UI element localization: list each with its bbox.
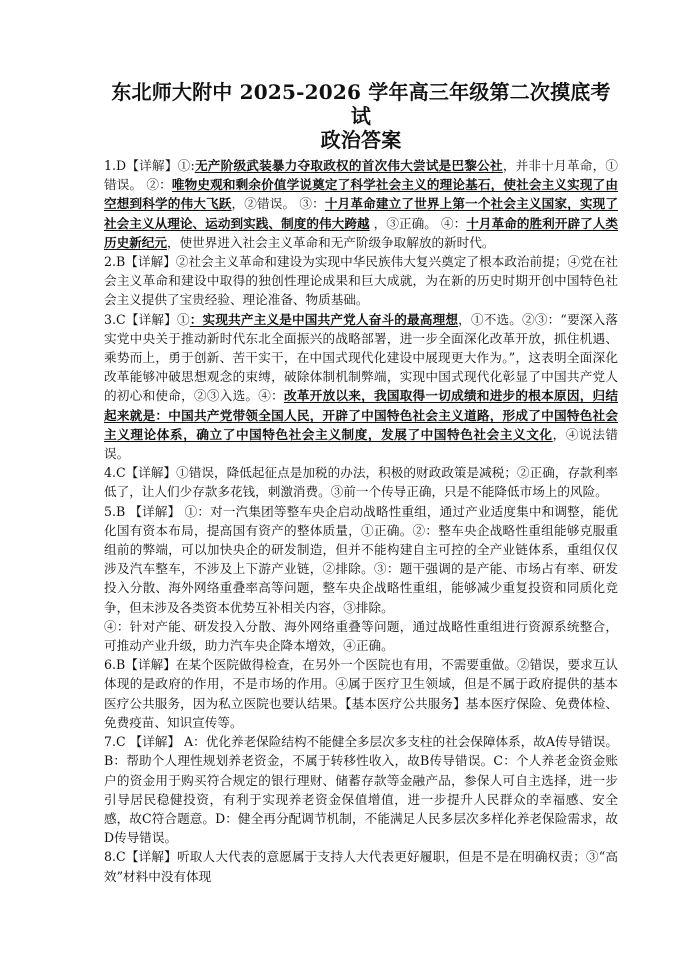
- answer-text: ，①不选。②③：“要深入落实党中央关于推动新时代东北全面振兴的战略部署，进一步全面深化改革开放，抓住机遇、乘势而上，勇于创新、苦干实干，在中国式现代化建设中展现更大作为。”，这表明全面深化改革能够冲破思想观念的束缚，破除体制机制弊端，实现中国式现代化彰显了中国共产党人的初心和使命，②③入选。④：: [104, 311, 618, 404]
- answer-text: ，④说法错误。: [104, 426, 619, 462]
- answer-list: [104, 156, 618, 886]
- answer-text: ④：针对产能、研发投入分散、海外网络重叠等问题，通过战略性重组进行资源系统整合，可推动产业升级，助力汽车央企降本增效，④正确。: [104, 618, 618, 654]
- answer-paragraph: [104, 156, 618, 252]
- answer-text: 1.D【详解】①:: [104, 158, 195, 173]
- answer-paragraph: [104, 463, 618, 501]
- answer-text: 6.B【详解】在某个医院做得检查，在另外一个医院也有用，不需要重做。②错误，要求互认体现的是政府的作用，不是市场的作用。④属于医疗卫生领域，但是不属于政府提供的基本医疗公共服务，因为私立医院也要认结果。【基本医疗公共服务】基本医疗保险、免费体检、免费疫苗、知识宣传等。: [104, 657, 618, 730]
- answer-text: 4.C【详解】①错误，降低起征点是加税的办法，积极的财政政策是减税；②正确，存款利率低了，让人们少存款多花钱，刺激消费。③前一个传导正确，只是不能降低市场上的风险。: [104, 465, 618, 500]
- answer-paragraph: [104, 732, 618, 847]
- answer-text: ，并非十月革命，①错误。 ②：: [104, 158, 619, 193]
- key-point-text: 十月革命建立了世界上第一个社会主义国家，实现了社会主义从理论、运动到实践、制度的伟大跨越: [104, 196, 619, 231]
- answer-paragraph: [104, 847, 618, 885]
- answer-text: 7.C 【详解】 A：优化养老保险结构不能健全多层次多支柱的社会保障体系，故A传导错误。B：帮助个人理性规划养老资金，不属于转移性收入，故B传导错误。C：个人养老金资金账户的资金用于购买符合规定的银行理财、储蓄存款等金融产品，参保人可自主选择，进一步引导居民稳健投资，有利于实现养老资金保值增值，进一步提升人民群众的幸福感、安全感，故C符合题意。D：健全再分配调节机制，不能满足人民多层次多样化养老保险需求，故D传导错误。: [104, 734, 618, 846]
- answer-text: 3.C【详解】①: [104, 311, 190, 327]
- document-title: 东北师大附中 2025-2026 学年高三年级第二次摸底考试: [111, 80, 611, 128]
- answer-paragraph: [104, 655, 618, 732]
- answer-paragraph: [104, 252, 618, 310]
- answer-text: 2.B【详解】②社会主义革命和建设为实现中华民族伟大复兴奠定了根本政治前提；④党在社会主义革命和建设中取得的独创性理论成果和巨大成就，为在新的历史时期开创中国特色社会主义提供了宝贵经验、理论准备、物质基础。: [104, 254, 618, 308]
- answer-text: 8.C【详解】听取人大代表的意愿属于支持人大代表更好履职，但是不是在明确权责；③“高效”材料中没有体现: [104, 849, 618, 884]
- key-point-text: 唯物史观和剩余价值学说奠定了科学社会主义的理论基石，使社会主义实现了由空想到科学的伟大飞跃: [104, 177, 619, 212]
- answer-paragraph: [104, 502, 618, 617]
- answer-paragraph: [104, 617, 618, 655]
- answer-text: 5.B 【详解】 ①：对一汽集团等整车央企启动战略性重组，通过产业适度集中和调整，能优化国有资本布局，提高国有资产的整体质量，①正确。②：整车央企战略性重组能够克服重组前的弊端，可以加快央企的研发制造，但并不能构建自主可控的全产业链体系，重组仅仅涉及汽车整车，不涉及上下游产业链，②排除。③：题干强调的是产能、市场占有率、研发投入分散、海外网络重叠率高等问题，整车央企战略性重组，能够减少重复投资和同质化竞争，但未涉及各类资本优势互补相关内容，③排除。: [104, 503, 618, 615]
- answer-text: ，③正确。 ④：: [369, 215, 467, 231]
- key-point-text: ：实现共产主义是中国共产党人奋斗的最高理想: [189, 311, 459, 327]
- answer-paragraph: [104, 310, 618, 464]
- key-point-text: 十月革命的胜利开辟了人类历史新纪元: [104, 215, 619, 250]
- document-subtitle: 政治答案: [320, 128, 402, 152]
- key-point-text: 改革开放以来，我国取得一切成绩和进步的根本原因，归结起来就是：中国共产党带领全国人民，开辟了中国特色社会主义道路，形成了中国特色社会主义理论体系，确立了中国特色社会主义制度，发展了中国特色社会主义文化: [104, 388, 619, 442]
- answer-text: ，使世界进入社会主义革命和无产阶级争取解放的新时代。: [166, 234, 495, 250]
- answer-text: ，②错误。 ③：: [231, 196, 325, 212]
- key-point-text: 无产阶级武装暴力夺取政权的首次伟大尝试是巴黎公社: [194, 158, 503, 173]
